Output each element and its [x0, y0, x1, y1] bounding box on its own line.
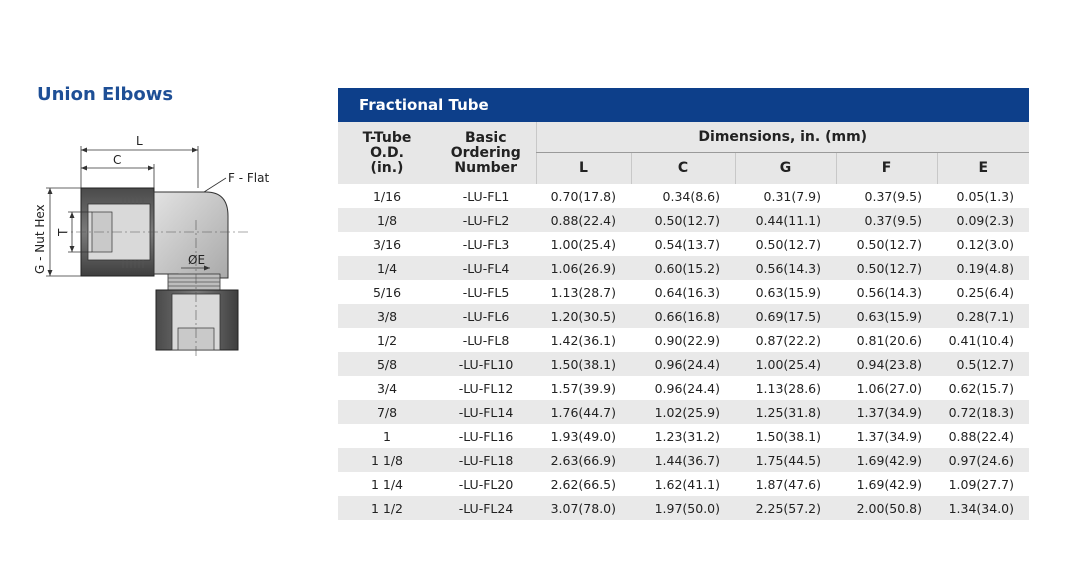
cell-c: 0.96(24.4)	[654, 356, 720, 372]
cell-e: 0.12(3.0)	[956, 236, 1015, 252]
cell-l: 2.63(66.9)	[550, 452, 616, 468]
cell-ordering-number: -LU-FL3	[462, 236, 510, 252]
col-dim-c: C	[631, 153, 735, 185]
cell-tube-od: 1/16	[372, 188, 402, 204]
union-elbow-drawing	[28, 128, 290, 356]
cell-f: 0.81(20.6)	[856, 332, 922, 348]
cell-c: 0.54(13.7)	[654, 236, 720, 252]
table-row	[338, 400, 1029, 424]
table-row	[338, 328, 1029, 352]
table-row	[338, 472, 1029, 496]
cell-tube-od: 3/8	[376, 308, 398, 324]
cell-tube-od: 1 1/4	[370, 476, 404, 492]
table-row	[338, 184, 1029, 208]
col-order-line: Basic	[464, 129, 507, 146]
table-row	[338, 496, 1029, 520]
col-tube-od	[338, 122, 436, 184]
table-row	[338, 304, 1029, 328]
col-tube-line: T-Tube	[362, 129, 412, 146]
cell-ordering-number: -LU-FL8	[462, 332, 510, 348]
cell-ordering-number: -LU-FL24	[458, 500, 514, 516]
cell-f: 1.69(42.9)	[856, 452, 922, 468]
cell-ordering-number: -LU-FL16	[458, 428, 514, 444]
cell-f: 1.06(27.0)	[856, 380, 922, 396]
cell-f: 0.50(12.7)	[856, 260, 922, 276]
cell-tube-od: 1	[383, 428, 391, 444]
cell-tube-od: 1/2	[376, 332, 398, 348]
cell-c: 0.50(12.7)	[654, 212, 720, 228]
cell-ordering-number: -LU-FL20	[458, 476, 514, 492]
cell-l: 1.57(39.9)	[550, 380, 616, 396]
cell-tube-od: 5/16	[372, 284, 402, 300]
col-order-line: Number	[454, 159, 518, 176]
page-title: Union Elbows	[37, 84, 174, 105]
cell-ordering-number: -LU-FL5	[462, 284, 510, 300]
cell-g: 0.44(11.1)	[755, 212, 821, 228]
cell-ordering-number: -LU-FL2	[462, 212, 510, 228]
label-l: L	[136, 134, 143, 148]
cell-f: 0.94(23.8)	[856, 356, 922, 372]
cell-e: 0.72(18.3)	[948, 404, 1015, 420]
cell-f: 1.69(42.9)	[856, 476, 922, 492]
cell-g: 0.87(22.2)	[755, 332, 821, 348]
cell-tube-od: 3/16	[372, 236, 402, 252]
cell-tube-od: 1/4	[376, 260, 398, 276]
cell-f: 0.50(12.7)	[856, 236, 922, 252]
cell-tube-od: 7/8	[376, 404, 398, 420]
cell-c: 1.44(36.7)	[654, 452, 720, 468]
cell-f: 1.37(34.9)	[856, 428, 922, 444]
cell-c: 0.90(22.9)	[654, 332, 720, 348]
cell-e: 0.5(12.7)	[956, 356, 1015, 372]
table-row	[338, 424, 1029, 448]
cell-g: 1.25(31.8)	[755, 404, 821, 420]
cell-e: 0.28(7.1)	[956, 308, 1015, 324]
cell-e: 0.09(2.3)	[956, 212, 1015, 228]
table-row	[338, 376, 1029, 400]
cell-g: 0.63(15.9)	[755, 284, 821, 300]
cell-f: 0.37(9.5)	[864, 188, 922, 204]
cell-f: 2.00(50.8)	[856, 500, 922, 516]
cell-f: 0.56(14.3)	[856, 284, 922, 300]
table-body	[338, 184, 1029, 520]
dimensions-table	[338, 122, 1029, 520]
col-tube-line: O.D.	[370, 144, 404, 161]
cell-f: 1.37(34.9)	[856, 404, 922, 420]
col-dim-f: F	[836, 153, 937, 185]
cell-e: 0.97(24.6)	[948, 452, 1015, 468]
cell-l: 0.88(22.4)	[550, 212, 616, 228]
cell-e: 0.88(22.4)	[948, 428, 1015, 444]
table-row	[338, 208, 1029, 232]
cell-ordering-number: -LU-FL1	[462, 188, 510, 204]
cell-c: 1.23(31.2)	[654, 428, 720, 444]
dimensions-table-panel	[338, 88, 1029, 520]
cell-l: 1.76(44.7)	[550, 404, 616, 420]
table-row	[338, 280, 1029, 304]
cell-e: 0.25(6.4)	[956, 284, 1015, 300]
cell-g: 0.50(12.7)	[755, 236, 821, 252]
cell-ordering-number: -LU-FL18	[458, 452, 514, 468]
col-ordering-number	[436, 122, 536, 184]
cell-f: 0.63(15.9)	[856, 308, 922, 324]
cell-l: 1.50(38.1)	[550, 356, 616, 372]
cell-f: 0.37(9.5)	[864, 212, 922, 228]
cell-e: 0.19(4.8)	[956, 260, 1015, 276]
col-dim-e: E	[937, 153, 1029, 185]
cell-g: 1.00(25.4)	[755, 356, 821, 372]
table-row	[338, 256, 1029, 280]
cell-tube-od: 1/8	[376, 212, 398, 228]
cell-ordering-number: -LU-FL12	[458, 380, 514, 396]
cell-c: 0.34(8.6)	[662, 188, 720, 204]
cell-ordering-number: -LU-FL6	[462, 308, 510, 324]
cell-e: 1.34(34.0)	[948, 500, 1015, 516]
cell-c: 0.60(15.2)	[654, 260, 720, 276]
label-c: C	[113, 153, 122, 167]
cell-g: 1.13(28.6)	[755, 380, 821, 396]
cell-tube-od: 1 1/8	[370, 452, 404, 468]
cell-l: 1.06(26.9)	[550, 260, 616, 276]
cell-l: 0.70(17.8)	[550, 188, 616, 204]
cell-l: 2.62(66.5)	[550, 476, 616, 492]
cell-g: 0.31(7.9)	[763, 188, 821, 204]
cell-c: 0.64(16.3)	[654, 284, 720, 300]
label-g-nut-hex: G - Nut Hex	[33, 204, 47, 274]
cell-l: 1.13(28.7)	[550, 284, 616, 300]
col-dim-g: G	[735, 153, 836, 185]
col-tube-line: (in.)	[370, 159, 404, 176]
cell-l: 1.20(30.5)	[550, 308, 616, 324]
table-header-bar: Fractional Tube	[338, 88, 1029, 122]
cell-c: 0.96(24.4)	[654, 380, 720, 396]
cell-g: 1.50(38.1)	[755, 428, 821, 444]
cell-e: 0.05(1.3)	[956, 188, 1015, 204]
label-e: ØE	[188, 253, 206, 267]
label-f-flat: F - Flat	[228, 171, 270, 185]
table-row	[338, 448, 1029, 472]
cell-g: 1.87(47.6)	[755, 476, 821, 492]
cell-c: 1.62(41.1)	[654, 476, 720, 492]
table-row	[338, 232, 1029, 256]
cell-g: 1.75(44.5)	[755, 452, 821, 468]
cell-l: 1.42(36.1)	[550, 332, 616, 348]
cell-g: 0.69(17.5)	[755, 308, 821, 324]
col-order-line: Ordering	[450, 144, 521, 161]
col-dim-l: L	[536, 153, 631, 185]
cell-tube-od: 3/4	[376, 380, 398, 396]
cell-l: 3.07(78.0)	[550, 500, 616, 516]
cell-ordering-number: -LU-FL10	[458, 356, 514, 372]
cell-e: 0.62(15.7)	[948, 380, 1015, 396]
cell-l: 1.00(25.4)	[550, 236, 616, 252]
cell-ordering-number: -LU-FL4	[462, 260, 510, 276]
cell-c: 1.97(50.0)	[654, 500, 720, 516]
cell-g: 0.56(14.3)	[755, 260, 821, 276]
cell-tube-od: 1 1/2	[370, 500, 404, 516]
table-row	[338, 352, 1029, 376]
label-t: T	[56, 228, 70, 236]
cell-c: 0.66(16.8)	[654, 308, 720, 324]
cell-e: 1.09(27.7)	[948, 476, 1015, 492]
cell-g: 2.25(57.2)	[755, 500, 821, 516]
cell-e: 0.41(10.4)	[948, 332, 1015, 348]
col-dimensions-group: Dimensions, in. (mm)	[536, 122, 1029, 153]
cell-l: 1.93(49.0)	[550, 428, 616, 444]
cell-c: 1.02(25.9)	[654, 404, 720, 420]
cell-ordering-number: -LU-FL14	[458, 404, 514, 420]
cell-tube-od: 5/8	[376, 356, 398, 372]
